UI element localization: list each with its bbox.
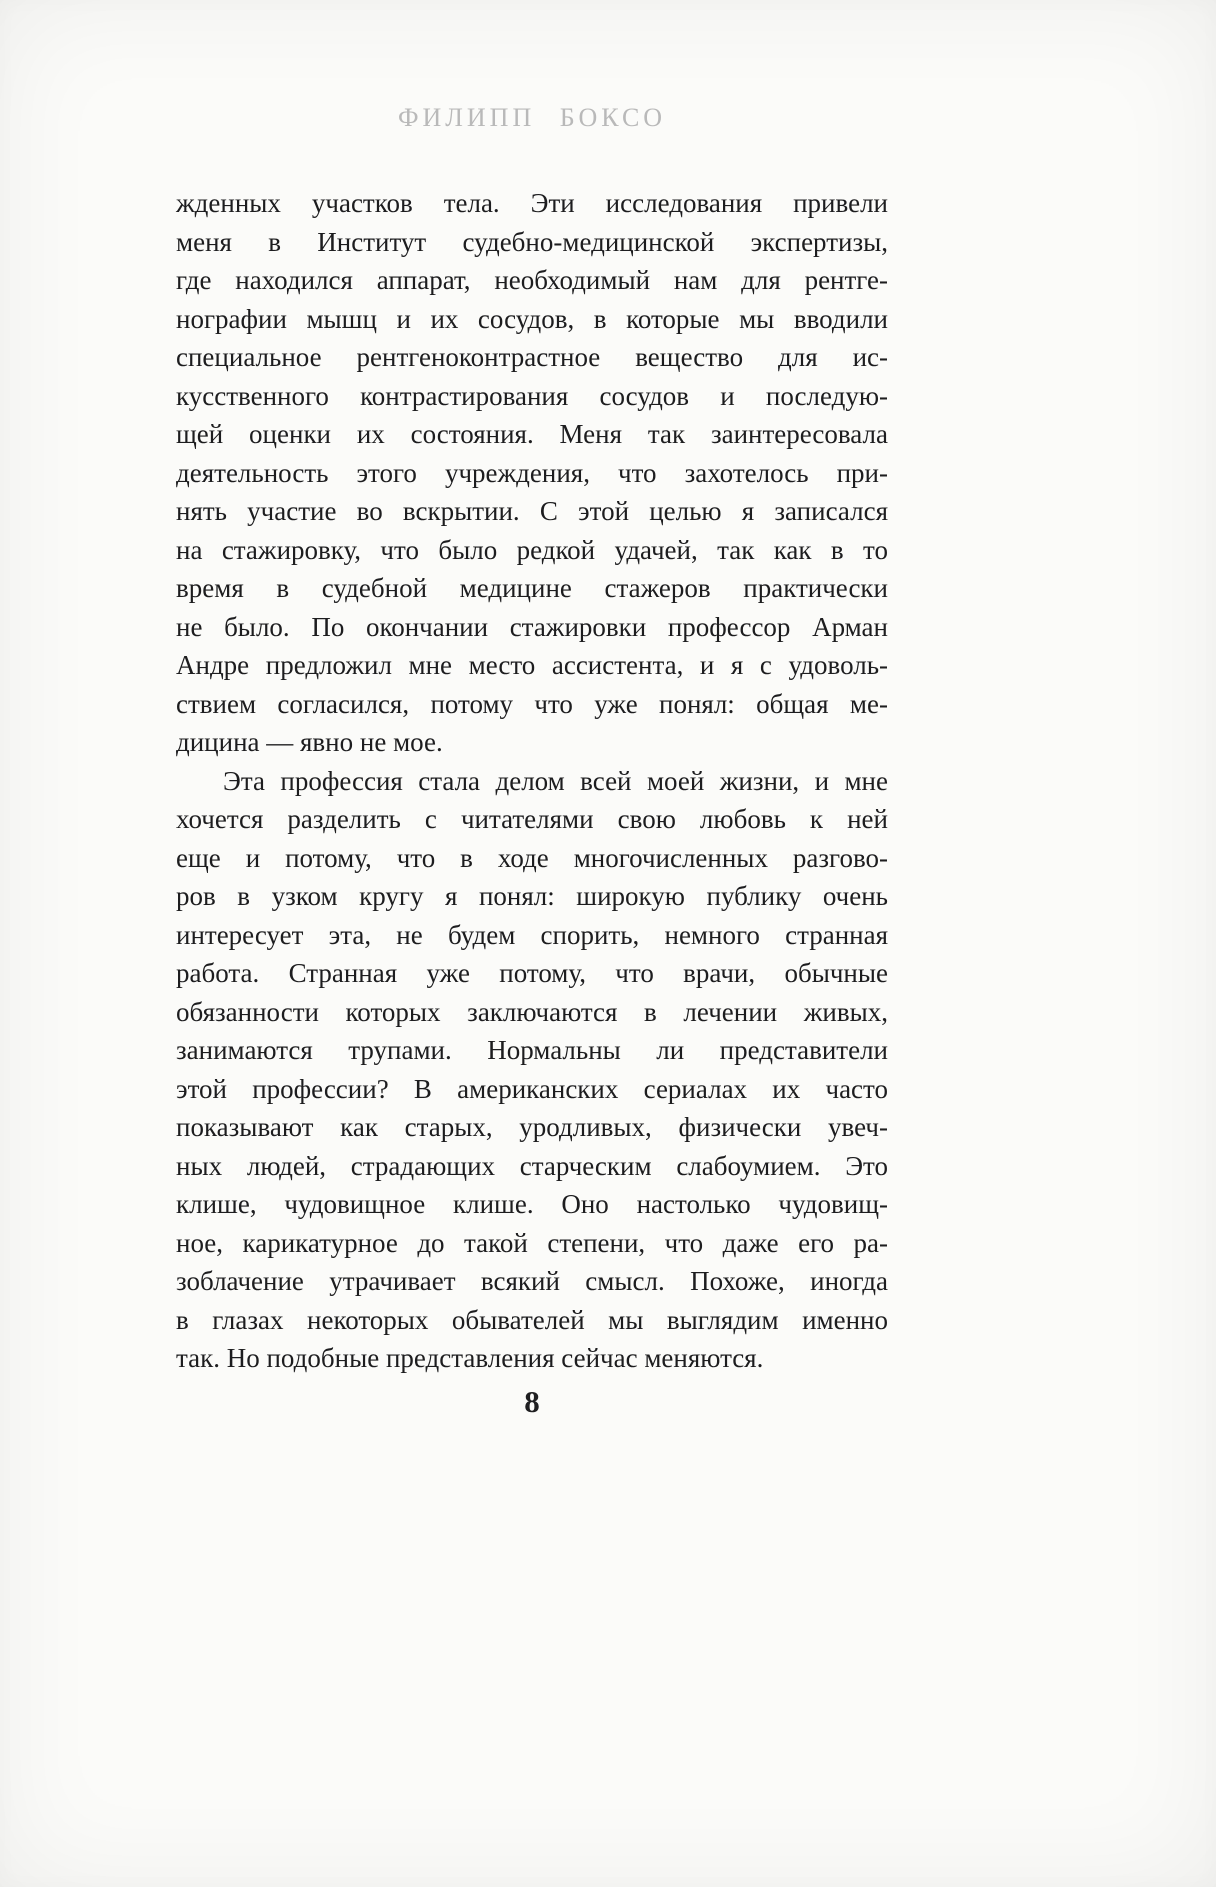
text-line: ных людей, страдающих старческим слабоумием. Это — [176, 1150, 888, 1181]
text-line: нографии мышц и их сосудов, в которые мы вводили — [176, 303, 888, 334]
text-line: зоблачение утрачивает всякий смысл. Похоже, иногда — [176, 1266, 888, 1296]
text-line: клише, чудовищное клише. Оно настолько чудовищ- — [176, 1189, 888, 1219]
body-text — [176, 184, 888, 1378]
text-line: в глазах некоторых обывателей мы выглядим именно — [176, 1304, 888, 1335]
text-line: этой профессии? В американских сериалах их часто — [176, 1073, 888, 1104]
text-line: занимаются трупами. Нормальны ли представители — [176, 1035, 888, 1065]
text-line: еще и потому, что в ходе многочисленных разгово- — [176, 842, 888, 873]
text-line: не было. По окончании стажировки профессор Арман — [176, 611, 888, 642]
text-line: щей оценки их состояния. Меня так заинтересовала — [176, 419, 888, 449]
text-line: ствием согласился, потому что уже понял: общая ме- — [176, 688, 888, 719]
text-line: ное, карикатурное до такой степени, что даже его ра- — [176, 1227, 888, 1258]
text-line: так. Но подобные представления сейчас меняются. — [176, 1343, 764, 1373]
text-line: работа. Странная уже потому, что врачи, обычные — [176, 958, 888, 988]
text-line: хочется разделить с читателями свою любовь к ней — [176, 804, 888, 834]
text-line: деятельность этого учреждения, что захотелось при- — [176, 457, 888, 488]
text-line: специальное рентгеноконтрастное вещество для ис- — [176, 342, 888, 372]
running-header: ФИЛИПП БОКСО — [397, 103, 667, 132]
page-number: 8 — [524, 1384, 540, 1419]
paragraph — [176, 184, 888, 762]
text-line: обязанности которых заключаются в лечении живых, — [176, 996, 888, 1027]
text-line: ров в узком кругу я понял: широкую публику очень — [176, 881, 888, 911]
text-line: Андре предложил мне место ассистента, и я с удоволь- — [176, 650, 888, 680]
text-line: меня в Институт судебно-медицинской экспертизы, — [176, 226, 888, 257]
text-line: кусственного контрастирования сосудов и последую- — [176, 380, 888, 411]
text-line: жденных участков тела. Эти исследования привели — [176, 188, 888, 218]
text-line: дицина — явно не мое. — [176, 727, 443, 757]
text-line: Эта профессия стала делом всей моей жизни, и мне — [223, 765, 888, 796]
text-line: интересует эта, не будем спорить, немного странная — [176, 919, 888, 950]
text-line: показывают как старых, уродливых, физически увеч- — [176, 1112, 888, 1142]
text-line: время в судебной медицине стажеров практически — [176, 573, 888, 603]
text-line: на стажировку, что было редкой удачей, так как в то — [176, 534, 888, 565]
text-line: где находился аппарат, необходимый нам для рентге- — [176, 265, 888, 295]
paragraph — [176, 762, 888, 1378]
text-line: нять участие во вскрытии. С этой целью я записался — [176, 496, 888, 526]
